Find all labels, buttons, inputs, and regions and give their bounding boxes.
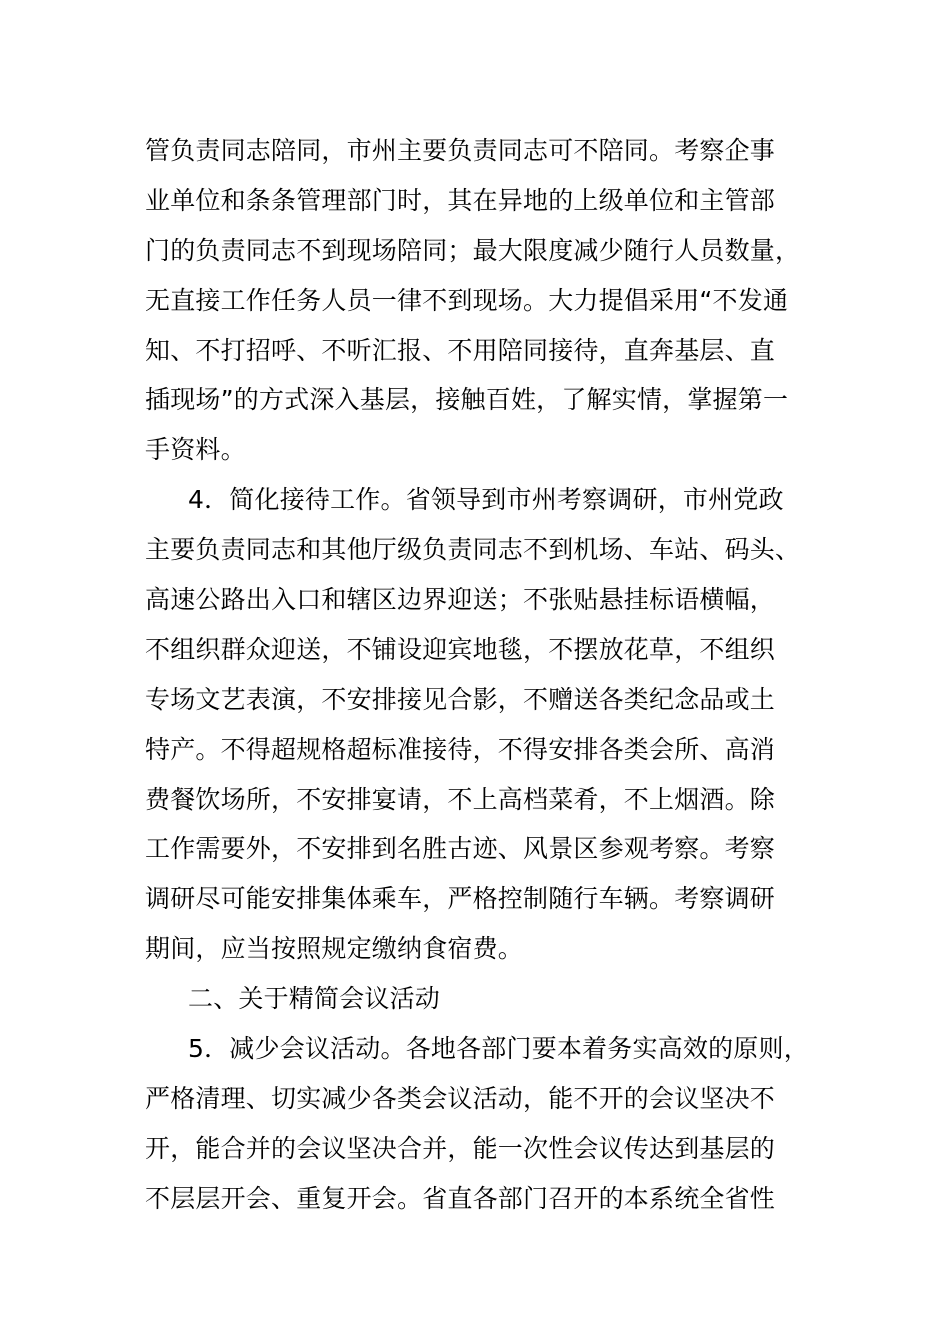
paragraph-start-line: 4．简化接待工作。省领导到市州考察调研，市州党政 [188, 485, 784, 515]
text-line: 门的负责同志不到现场陪同；最大限度减少随行人员数量， [145, 235, 801, 265]
text-line: 期间，应当按照规定缴纳食宿费。 [145, 934, 524, 964]
text-line: 知、不打招呼、不听汇报、不用陪同接待，直奔基层、直 [145, 335, 776, 365]
text-line: 调研尽可能安排集体乘车，严格控制随行车辆。考察调研 [145, 884, 776, 914]
text-line: 费餐饮场所，不安排宴请，不上高档菜肴，不上烟酒。除 [145, 784, 776, 814]
text-line: 高速公路出入口和辖区边界迎送；不张贴悬挂标语横幅， [145, 585, 776, 615]
text-line: 专场文艺表演，不安排接见合影，不赠送各类纪念品或土 [145, 684, 776, 714]
text-line: 不组织群众迎送，不铺设迎宾地毯，不摆放花草，不组织 [145, 634, 776, 664]
text-line: 严格清理、切实减少各类会议活动，能不开的会议坚决不 [145, 1083, 776, 1113]
text-line: 不层层开会、重复开会。省直各部门召开的本系统全省性 [145, 1183, 776, 1213]
text-line: 特产。不得超规格超标准接待，不得安排各类会所、高消 [145, 734, 776, 764]
text-line: 主要负责同志和其他厅级负责同志不到机场、车站、码头、 [145, 535, 801, 565]
body-text [145, 126, 825, 1224]
text-line: 开，能合并的会议坚决合并，能一次性会议传达到基层的 [145, 1133, 776, 1163]
text-line: 无直接工作任务人员一律不到现场。大力提倡采用“不发通 [145, 285, 789, 315]
text-line: 插现场”的方式深入基层，接触百姓，了解实情，掌握第一 [145, 385, 789, 415]
text-line: 工作需要外，不安排到名胜古迹、风景区参观考察。考察 [145, 834, 776, 864]
paragraph-start-line: 5．减少会议活动。各地各部门要本着务实高效的原则， [188, 1034, 809, 1064]
text-line: 业单位和条条管理部门时，其在异地的上级单位和主管部 [145, 185, 776, 215]
section-heading: 二、关于精简会议活动 [188, 984, 441, 1014]
text-line: 手资料。 [145, 435, 246, 465]
text-line: 管负责同志陪同，市州主要负责同志可不陪同。考察企事 [145, 136, 776, 165]
